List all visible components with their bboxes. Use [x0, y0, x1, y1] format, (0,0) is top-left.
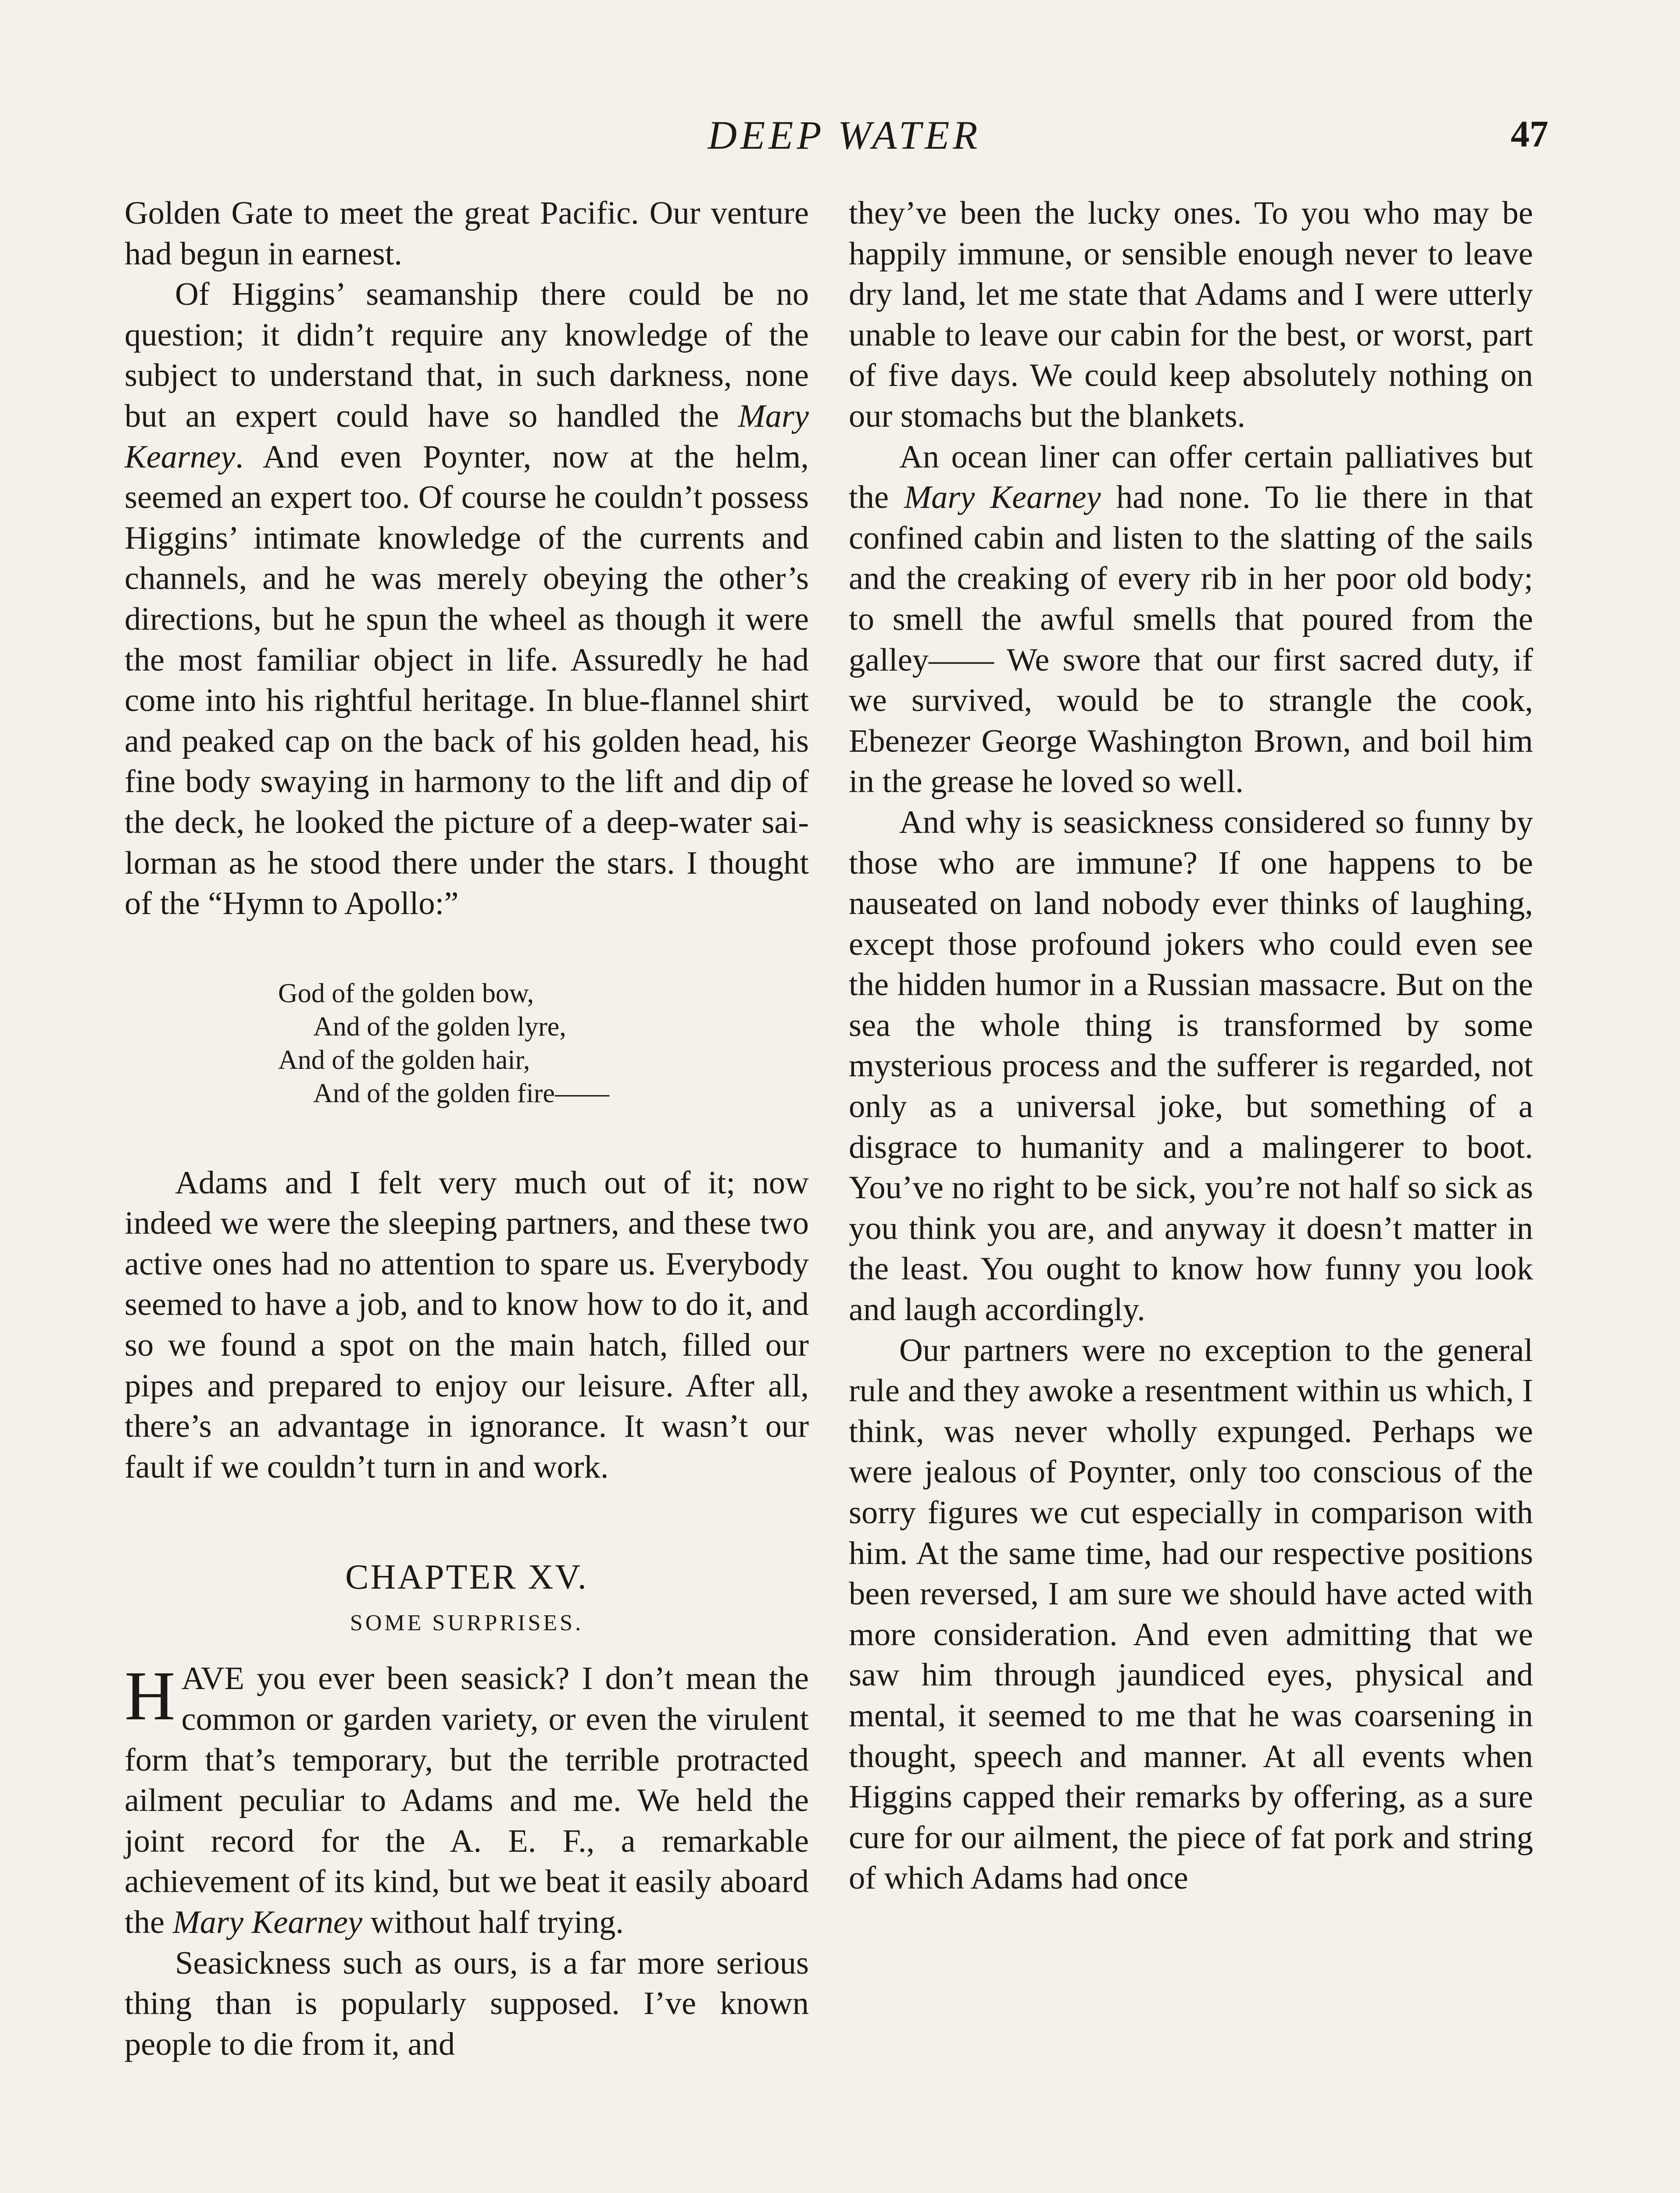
poem-line: And of the golden hair, [278, 1045, 530, 1075]
ship-name: Mary Kearney [172, 1904, 363, 1940]
paragraph-text: An ocean liner can offer certain palliatives but the [849, 439, 1533, 516]
running-header [0, 112, 1680, 164]
poem-line: And of the golden fire—— [313, 1078, 609, 1108]
poem-line: And of the golden lyre, [313, 1011, 566, 1042]
page-number: 47 [1511, 113, 1548, 155]
paragraph-text: Of Higgins’ seamanship there could be no question; it didn’t require any knowledge of the subject to understand that, in such darkness, none but an expert could have so handled the [125, 276, 809, 434]
paragraph-text: had none. To lie there in that confined cabin and listen to the slatting of the sails and the creaking of every rib in her poor old body; to smell the awful smells that poured from the galley—— We swore that our first sacred duty, if we survived, would be to strangle the cook, Ebenezer George Washington Brown, and boil him in the grease he loved so well. [849, 479, 1533, 800]
right-column [849, 193, 1533, 2193]
running-title: DEEP WATER [708, 113, 981, 157]
chapter-subtitle: SOME SURPRISES. [350, 1611, 584, 1636]
paragraph [125, 274, 809, 924]
paragraph: Adams and I felt very much out of it; now indeed we were the sleeping partners, and these two active ones had no attention to spare us. Everybody seemed to have a job, and to know how to do it, and so we found a spot on the main hatch, filled our pipes and prepared to enjoy our leisure. After all, there’s an advantage in ignorance. It wasn’t our fault if we couldn’t turn in and work. [125, 1164, 809, 1485]
paragraph: And why is seasickness considered so funny by those who are immune? If one happens to be nauseated on land nobody ever thinks of laughing, except those profound jokers who could even see the hidden humor in a Russian massacre. But on the sea the whole thing is transformed by some mysterious process and the sufferer is regarded, not only as a universal joke, but something of a disgrace to humanity and a malingerer to boot. You’ve no right to be sick, you’re not half so sick as you think you are, and anyway it doesn’t matter in the least. You ought to know how funny you look and laugh accordingly. [849, 804, 1533, 1328]
paragraph [849, 437, 1533, 802]
poem-line: God of the golden bow, [278, 978, 534, 1008]
paragraph: they’ve been the lucky ones. To you who may be happily immune, or sensible enough never to leave dry land, let me state that Adams and I were utterly unable to leave our cabin for the best, or worst, part of five days. We could keep absolutely nothing on our stomachs but the blankets. [849, 195, 1533, 434]
paragraph: Golden Gate to meet the great Pacific. Our venture had begun in earnest. [125, 195, 809, 272]
paragraph-text: . And even Poynter, now at the helm, seemed an expert too. Of course he couldn’t possess Higgins’ intimate knowledge of the currents and channels, and he was merely obeying the other’s directions, but he spun the wheel as though it were the most familiar object in life. Assuredly he had come into his rightful heritage. In blue-flannel shirt and peaked cap on the back of his golden head, his fine body swaying in harmony to the lift and dip of the deck, he looked the picture of a deep-water sailorman as he stood there under the stars. I thought of the “Hymn to Apollo:” [125, 439, 809, 922]
paragraph-text: without half trying. [362, 1904, 624, 1940]
left-column [125, 193, 809, 2193]
ship-name: Mary Kearney [125, 398, 809, 475]
drop-cap-word: HAVE [125, 1657, 245, 1735]
poem-quote [278, 977, 809, 1110]
paragraph: Seasickness such as ours, is a far more serious thing than is popularly supposed. I’ve known people to die from it, and [125, 1945, 809, 2062]
paragraph: Our partners were no exception to the general rule and they awoke a resentment within us which, I think, was never wholly expunged. Perhaps we were jealous of Poynter, only too conscious of the sorry figures we cut especially in comparison with him. At the same time, had our respective positions been reversed, I am sure we should have acted with more consideration. And even admitting that we saw him through jaundiced eyes, physical and mental, it seemed to me that he was coarsening in thought, speech and manner. At all events when Higgins capped their remarks by offering, as a sure cure for our ailment, the piece of fat pork and string of which Adams had once [849, 1332, 1533, 1897]
paragraph-text: you ever been seasick? I don’t mean the common or garden variety, or even the virulent form that’s temporary, but the terrible protracted ailment peculiar to Adams and me. We held the joint record for the A. E. F., a remarkable achievement of its kind, but we beat it easily aboard the [125, 1661, 809, 1940]
ship-name: Mary Kearney [904, 479, 1101, 516]
chapter-heading: CHAPTER XV. [345, 1558, 588, 1597]
paragraph [125, 1658, 809, 1943]
